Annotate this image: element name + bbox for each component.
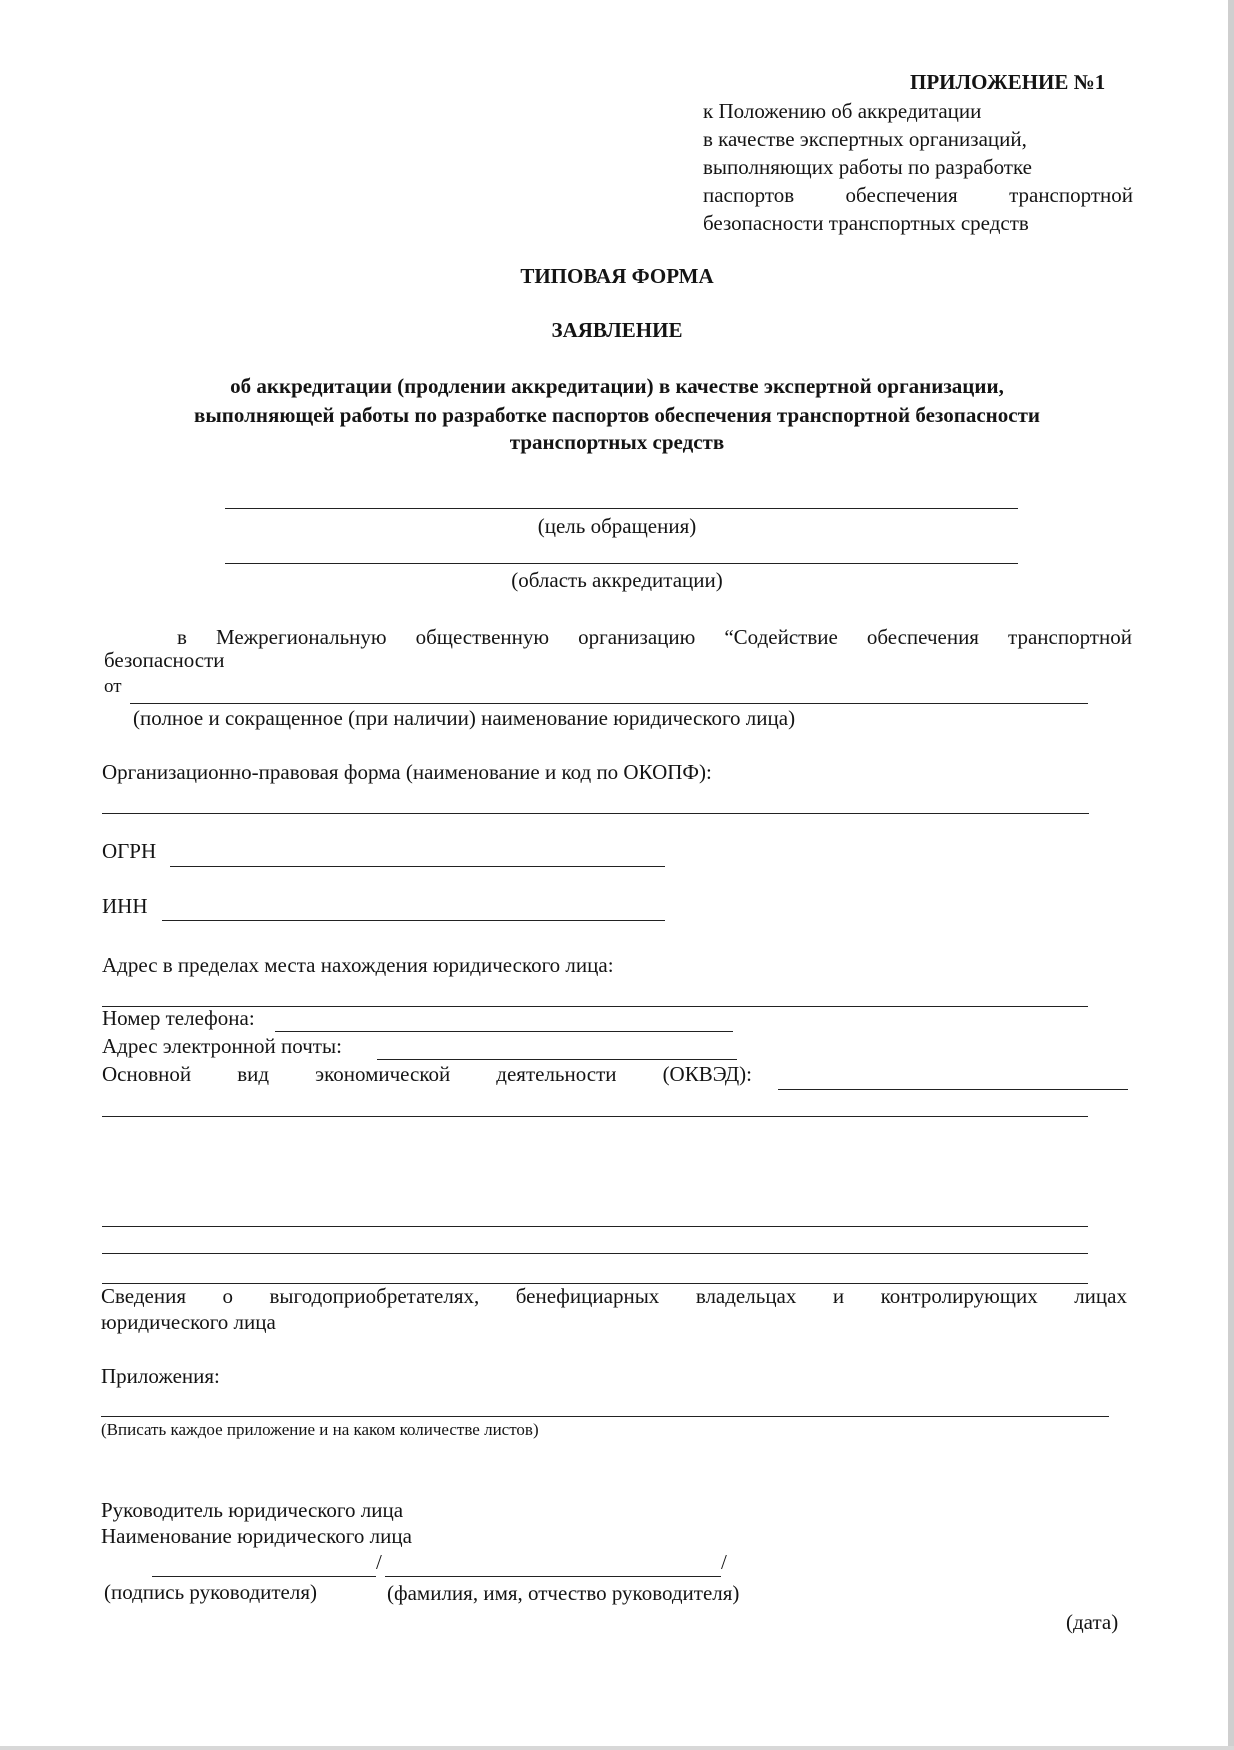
inn-label: ИНН: [102, 894, 148, 918]
addressee-line-2: безопасности: [104, 648, 225, 672]
appendix-title: ПРИЛОЖЕНИЕ №1: [910, 70, 1106, 94]
scan-bottom-edge: [0, 1746, 1234, 1750]
beneficiaries-line-1: [101, 1284, 1127, 1309]
beneficiaries-word: выгодоприобретателях,: [269, 1284, 480, 1308]
appendix-line-1: к Положению об аккредитации: [703, 99, 982, 123]
okved-label: [102, 1062, 752, 1087]
full-name-field[interactable]: [385, 1576, 721, 1577]
addressee-word: Межрегиональную: [215, 625, 387, 649]
address-label: Адрес в пределах места нахождения юридического лица:: [102, 953, 614, 977]
okved-word: (ОКВЭД):: [662, 1062, 752, 1086]
subject-line-2: выполняющей работы по разработке паспортов обеспечения транспортной безопасности: [194, 403, 1040, 427]
attachments-label: Приложения:: [101, 1364, 220, 1388]
email-label: Адрес электронной почты:: [102, 1034, 342, 1058]
beneficiaries-word: лицах: [1074, 1284, 1127, 1308]
beneficiaries-word: Сведения: [101, 1284, 186, 1308]
addressee-word: “Содействие: [724, 625, 838, 649]
okved-word: экономической: [315, 1062, 451, 1086]
appendix-line-2: в качестве экспертных организаций,: [703, 127, 1027, 151]
form-type-heading: ТИПОВАЯ ФОРМА: [520, 264, 714, 288]
beneficiaries-word: о: [222, 1284, 233, 1308]
appendix-line-3: выполняющих работы по разработке: [703, 155, 1032, 179]
date-caption: (дата): [1066, 1610, 1119, 1634]
beneficiaries-word: бенефициарных: [515, 1284, 660, 1308]
org-form-field[interactable]: [102, 813, 1089, 814]
scope-caption: (область аккредитации): [511, 568, 723, 592]
inn-field[interactable]: [162, 920, 665, 921]
email-field[interactable]: [377, 1059, 737, 1060]
addressee-word: общественную: [415, 625, 550, 649]
statement-heading: ЗАЯВЛЕНИЕ: [551, 318, 683, 342]
head-label: Руководитель юридического лица: [101, 1498, 404, 1522]
beneficiaries-word: владельцах: [695, 1284, 797, 1308]
okved-word: вид: [237, 1062, 270, 1086]
attachments-field[interactable]: [101, 1416, 1109, 1417]
appendix-word: паспортов: [703, 183, 795, 207]
addressee-word: организацию: [578, 625, 696, 649]
addressee-word: транспортной: [1008, 625, 1132, 649]
phone-label: Номер телефона:: [102, 1006, 255, 1030]
scan-edge: [1228, 0, 1234, 1750]
ogrn-field[interactable]: [170, 866, 665, 867]
blank-field-2[interactable]: [102, 1253, 1088, 1254]
org-name-label: Наименование юридического лица: [101, 1524, 412, 1548]
org-form-label: Организационно-правовая форма (наименование и код по ОКОПФ):: [102, 760, 712, 784]
beneficiaries-word: контролирующих: [880, 1284, 1038, 1308]
attachments-hint: (Вписать каждое приложение и на каком количестве листов): [101, 1420, 539, 1439]
okved-word: деятельности: [496, 1062, 617, 1086]
full-name-caption: (фамилия, имя, отчество руководителя): [387, 1581, 740, 1605]
blank-field-1[interactable]: [102, 1226, 1088, 1227]
okved-field-2[interactable]: [102, 1116, 1088, 1117]
scope-field[interactable]: [225, 563, 1018, 564]
signature-field[interactable]: [152, 1576, 376, 1577]
beneficiaries-word: и: [832, 1284, 845, 1308]
addressee-word: обеспечения: [866, 625, 979, 649]
beneficiaries-line-2: юридического лица: [101, 1310, 276, 1334]
legal-name-field[interactable]: [130, 703, 1088, 704]
subject-line-3: транспортных средств: [509, 430, 725, 454]
slash-separator-2: /: [721, 1550, 727, 1574]
purpose-caption: (цель обращения): [537, 514, 697, 538]
okved-field-1[interactable]: [778, 1089, 1128, 1090]
appendix-word: транспортной: [1009, 183, 1133, 207]
slash-separator-1: /: [376, 1550, 382, 1574]
appendix-line-5: безопасности транспортных средств: [703, 211, 1029, 235]
addressee-line-1: [177, 625, 1132, 650]
appendix-line-4: [703, 183, 1133, 208]
phone-field[interactable]: [275, 1031, 733, 1032]
subject-line-1: об аккредитации (продлении аккредитации) в качестве экспертной организации,: [230, 374, 1004, 398]
legal-name-caption: (полное и сокращенное (при наличии) наименование юридического лица): [133, 706, 796, 730]
okved-word: Основной: [102, 1062, 192, 1086]
from-label: от: [104, 676, 122, 697]
appendix-word: обеспечения: [845, 183, 958, 207]
addressee-word: в: [177, 625, 187, 649]
ogrn-label: ОГРН: [102, 839, 157, 863]
purpose-field[interactable]: [225, 508, 1018, 509]
signature-caption: (подпись руководителя): [104, 1580, 318, 1604]
